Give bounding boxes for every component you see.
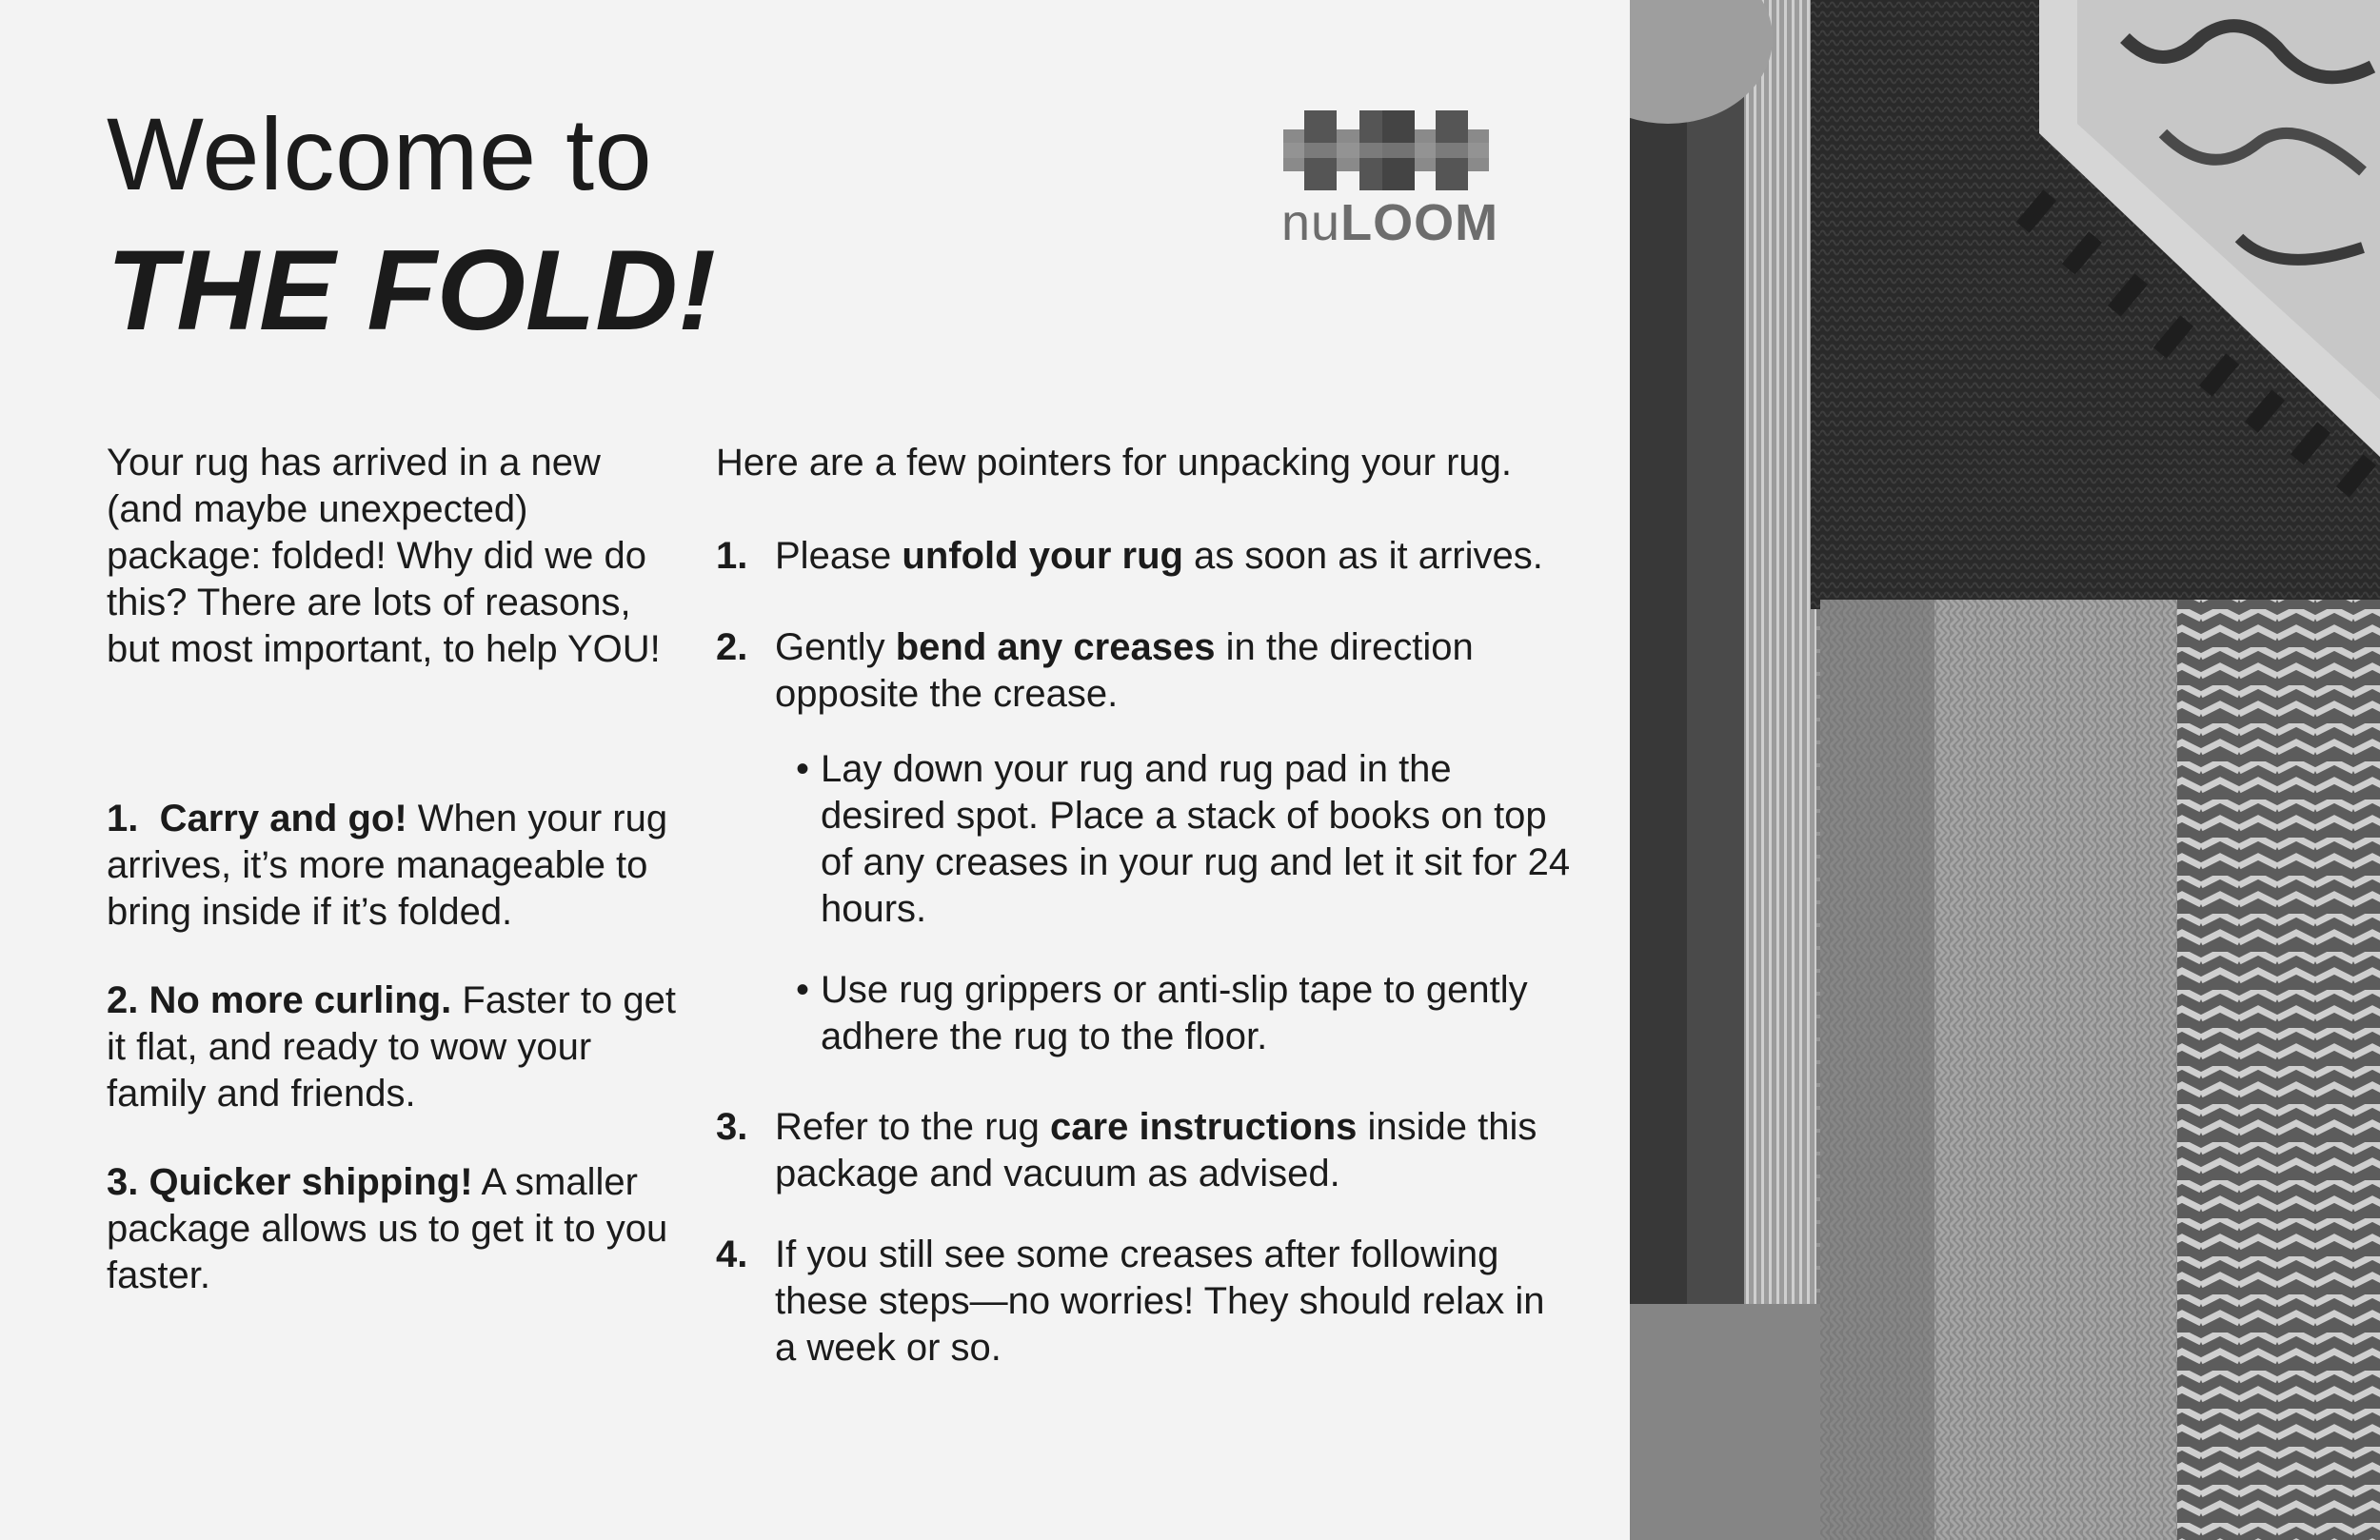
bullet-text: Lay down your rug and rug pad in the desired spot. Place a stack of books on top of any creases in your rug and let it sit for 24 hours.: [821, 748, 1571, 930]
bullet-item: [716, 967, 1573, 1060]
reason-text: When your rug arrives, it’s more manageable to bring inside if it’s folded.: [107, 798, 668, 933]
reason-item: [107, 1159, 697, 1299]
step-number: 2.: [716, 626, 748, 668]
bullet-glyph: •: [796, 969, 810, 1011]
nuloom-logo-mark-icon: [1283, 110, 1489, 190]
logo-text-loom: LOOM: [1340, 194, 1499, 251]
step-text-after: in the direction opposite the crease.: [775, 626, 1474, 715]
intro-paragraph: Your rug has arrived in a new (and maybe unexpected) package: folded! Why did we do this? There are lots of reasons, but most important, to help YOU!: [107, 442, 661, 670]
step-text-before: If you still see some creases after following these steps—no worries! They should relax in a week or so.: [775, 1234, 1545, 1369]
reason-heading: No more curling.: [149, 979, 452, 1021]
logo-text-nu: nu: [1281, 194, 1341, 251]
logo-wordmark: [1281, 194, 1498, 251]
bullet-item: [716, 746, 1573, 933]
reason-number: 3.: [107, 1161, 139, 1203]
step-number: 3.: [716, 1106, 748, 1148]
step-text-after: inside this package and vacuum as advised.: [775, 1106, 1537, 1194]
bullet-text: Use rug grippers or anti-slip tape to gently adhere the rug to the floor.: [821, 969, 1528, 1057]
pointers-intro: Here are a few pointers for unpacking your rug.: [716, 442, 1512, 484]
reason-text: A smaller package allows us to get it to you faster.: [107, 1161, 668, 1296]
unpacking-steps: [716, 533, 1573, 1372]
step-2-bullets: [716, 746, 1573, 1060]
step-item: [716, 624, 1573, 718]
step-text-before: Refer to the rug: [775, 1106, 1051, 1148]
step-number: 4.: [716, 1234, 748, 1275]
reason-item: [107, 977, 697, 1117]
reason-text: Faster to get it flat, and ready to wow your family and friends.: [107, 979, 676, 1115]
title-line-2: THE FOLD!: [107, 227, 716, 354]
step-item: [716, 533, 1573, 580]
title-line-1: Welcome to: [107, 96, 653, 211]
step-text-bold: bend any creases: [895, 626, 1216, 668]
step-item: [716, 1104, 1573, 1197]
step-text-after: as soon as it arrives.: [1182, 535, 1543, 577]
nuloom-logo: [1281, 110, 1499, 251]
step-text-bold: care instructions: [1050, 1106, 1358, 1148]
reason-heading: Quicker shipping!: [149, 1161, 473, 1203]
step-text-bold: unfold your rug: [902, 535, 1183, 577]
reason-number: 1.: [107, 798, 139, 839]
rugs-photo: [1630, 0, 2380, 1540]
bullet-glyph: •: [796, 748, 810, 790]
step-item: [716, 1232, 1573, 1372]
reason-heading: Carry and go!: [159, 798, 407, 839]
stacked-rugs-photo-icon: [1630, 0, 2380, 1540]
reason-item: [107, 796, 697, 936]
page-title: [107, 93, 716, 360]
step-number: 1.: [716, 535, 748, 577]
reasons-list: [107, 796, 697, 1299]
reason-number: 2.: [107, 979, 139, 1021]
step-text-before: Gently: [775, 626, 896, 668]
step-text-before: Please: [775, 535, 902, 577]
